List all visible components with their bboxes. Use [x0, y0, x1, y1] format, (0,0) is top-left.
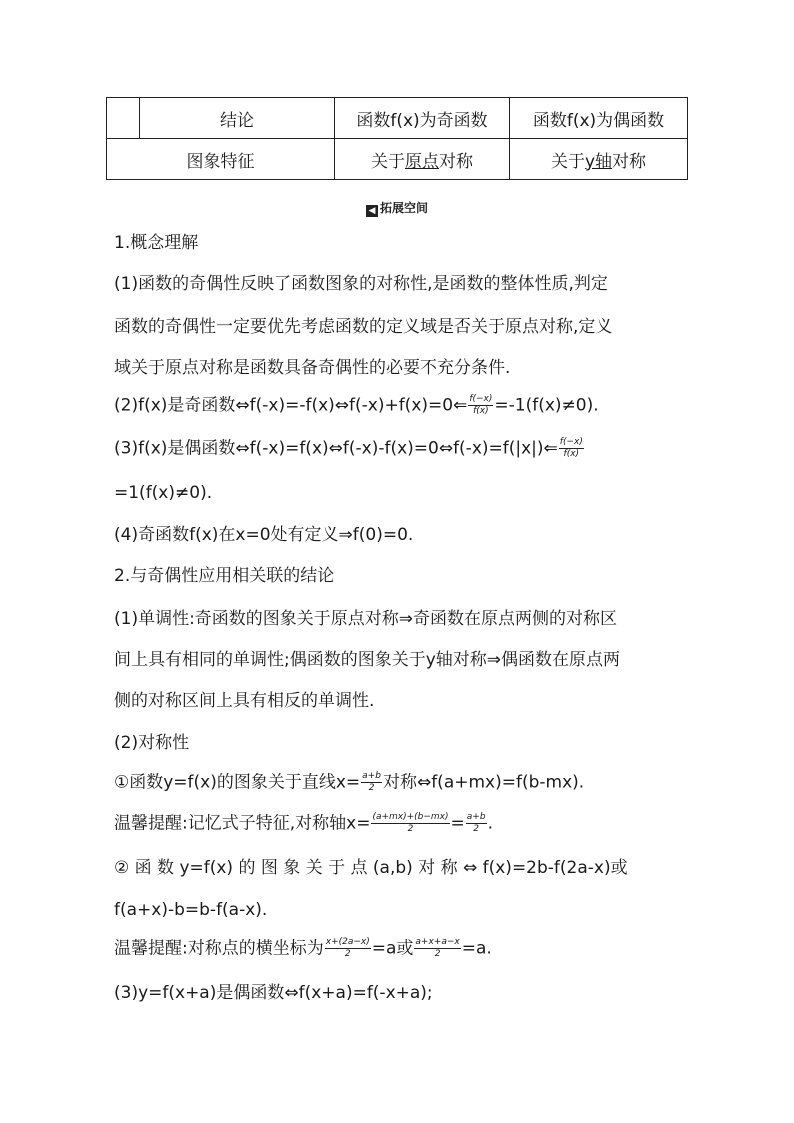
- formula-odd-zero: (4)奇函数f(x)在x=0处有定义⇒f(0)=0.: [114, 525, 414, 545]
- header-conclusion: 结论: [140, 98, 335, 139]
- cell-text: 关于: [550, 151, 585, 172]
- cell-even-symmetry: [510, 139, 688, 180]
- fraction-denominator: 2: [368, 783, 375, 793]
- fraction-denominator: f(x): [473, 406, 489, 416]
- fraction-numerator: a+b: [466, 812, 486, 822]
- fraction: [468, 394, 493, 417]
- formula-text: 对称⇔f(a+mx)=f(b-mx).: [382, 772, 585, 793]
- fraction-numerator: a+x+a−x: [415, 937, 460, 947]
- subheading-symmetry: (2)对称性: [114, 733, 190, 753]
- formula-even: [114, 437, 585, 460]
- fraction: [466, 812, 487, 835]
- fraction-numerator: x+(2a−x): [325, 937, 370, 947]
- formula-text: 温馨提醒:对称点的横坐标为: [114, 938, 324, 959]
- fraction-denominator: 2: [344, 949, 351, 959]
- fraction: [559, 437, 584, 460]
- table-corner-cell: [107, 98, 140, 139]
- parity-table: [106, 97, 688, 180]
- paragraph-line: 函数的奇偶性一定要优先考虑函数的定义域是否关于原点对称,定义: [114, 317, 613, 337]
- header-odd-function: 函数f(x)为奇函数: [335, 98, 510, 139]
- formula-point-symmetry-cont: f(a+x)-b=b-f(a-x).: [114, 900, 268, 920]
- underlined-term: 原点: [405, 151, 439, 172]
- table-header-row: [107, 98, 688, 139]
- fraction-numerator: f(−x): [469, 394, 493, 404]
- fraction-numerator: (a+mx)+(b−mx): [372, 812, 449, 822]
- formula-text: 温馨提醒:记忆式子特征,对称轴x=: [114, 813, 371, 834]
- heading-related-conclusions: 2.与奇偶性应用相关联的结论: [114, 566, 335, 586]
- formula-even-cont: =1(f(x)≠0).: [114, 483, 213, 503]
- cell-text: 关于: [371, 151, 405, 172]
- formula-text: =: [450, 813, 465, 834]
- table-row: [107, 139, 688, 180]
- fraction: [325, 937, 371, 960]
- section-heading-expand: [0, 199, 794, 217]
- fraction: [361, 771, 382, 794]
- fraction-denominator: 2: [473, 824, 480, 834]
- underlined-term: y轴: [584, 151, 613, 172]
- formula-text: .: [487, 813, 493, 834]
- fraction-denominator: f(x): [563, 449, 580, 459]
- fraction-denominator: 2: [434, 949, 441, 959]
- paragraph-line: 间上具有相同的单调性;偶函数的图象关于y轴对称⇒偶函数在原点两: [114, 650, 621, 670]
- paragraph-line: (1)单调性:奇函数的图象关于原点对称⇒奇函数在原点两侧的对称区: [114, 609, 618, 629]
- formula-text: ①函数y=f(x)的图象关于直线x=: [114, 772, 361, 793]
- row-label-graph-feature: 图象特征: [107, 139, 335, 180]
- fraction-denominator: 2: [407, 824, 414, 834]
- fraction-numerator: a+b: [362, 771, 381, 781]
- fraction-numerator: f(−x): [559, 437, 583, 447]
- paragraph-line: 域关于原点对称是函数具备奇偶性的必要不充分条件.: [114, 358, 511, 378]
- formula-point-symmetry: ② 函 数 y=f(x) 的 图 象 关 于 点 (a,b) 对 称 ⇔ f(x)=2b-f(2a-x)或: [114, 858, 628, 878]
- paragraph-line: 侧的对称区间上具有相反的单调性.: [114, 691, 375, 711]
- formula-odd: [114, 394, 599, 417]
- heading-concept: 1.概念理解: [114, 233, 199, 253]
- cell-text: 对称: [439, 151, 473, 172]
- formula-text: (3)f(x)是偶函数⇔f(-x)=f(x)⇔f(-x)-f(x)=0⇔f(-x)=f(|x|)⇐: [114, 438, 558, 459]
- formula-text: =a.: [461, 938, 492, 959]
- formula-text: (2)f(x)是奇函数⇔f(-x)=-f(x)⇔f(-x)+f(x)=0⇐: [114, 395, 468, 416]
- speaker-icon: ◀: [366, 205, 378, 217]
- tip-axis: [114, 812, 493, 835]
- formula-axis-symmetry: [114, 771, 584, 794]
- fraction: [371, 812, 449, 835]
- header-even-function: 函数f(x)为偶函数: [510, 98, 688, 139]
- formula-text: =-1(f(x)≠0).: [494, 395, 599, 416]
- formula-text: =a或: [371, 938, 414, 959]
- formula-shift-even: (3)y=f(x+a)是偶函数⇔f(x+a)=f(-x+a);: [114, 983, 433, 1003]
- paragraph-line: (1)函数的奇偶性反映了函数图象的对称性,是函数的整体性质,判定: [114, 274, 608, 294]
- section-title: 拓展空间: [379, 201, 428, 215]
- fraction: [414, 937, 460, 960]
- cell-text: 对称: [612, 151, 647, 172]
- tip-point: [114, 937, 492, 960]
- cell-odd-symmetry: [335, 139, 510, 180]
